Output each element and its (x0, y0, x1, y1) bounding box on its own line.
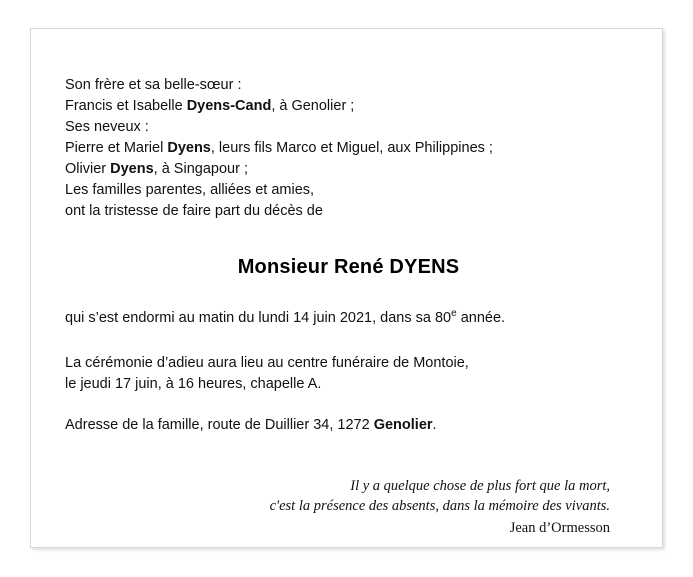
family-line-suffix: , à Singapour ; (153, 161, 248, 177)
family-name-bold: Dyens-Cand (186, 98, 272, 114)
notice-content (65, 75, 632, 538)
death-notice-card (30, 28, 663, 548)
family-line (65, 117, 632, 138)
quote-line-1: Il y a quelque chose de plus fort que la mort, (350, 477, 610, 494)
quote-block (65, 476, 632, 538)
ceremony-line-2: le jeudi 17 juin, à 16 heures, chapelle A. (65, 375, 322, 392)
family-announcement-block (65, 75, 632, 222)
family-line-suffix: , leurs fils Marco et Miguel, aux Philippines ; (210, 140, 493, 156)
death-date-text: qui s’est endormi au matin du lundi 14 juin 2021, dans sa 80 (65, 309, 452, 326)
family-line (65, 201, 632, 222)
family-line-text: Ses neveux : (65, 119, 149, 135)
ceremony-block (65, 353, 632, 395)
address-text: Adresse de la famille, route de Duillier 34, 1272 (65, 416, 374, 433)
family-line (65, 75, 632, 96)
family-line-suffix: , à Genolier ; (271, 98, 355, 114)
family-line (65, 96, 632, 117)
family-line-text: Pierre et Mariel (65, 140, 168, 156)
family-line-text: Les familles parentes, alliées et amies, (65, 182, 315, 198)
death-date-line (65, 303, 632, 329)
family-line (65, 159, 632, 180)
family-line-text: Son frère et sa belle-sœur : (65, 77, 242, 93)
family-line (65, 180, 632, 201)
family-name-bold: Dyens (110, 161, 154, 177)
family-line-text: ont la tristesse de faire part du décès de (65, 203, 323, 219)
family-line-text: Olivier (65, 161, 111, 177)
quote-author: Jean d’Ormesson (509, 519, 610, 536)
quote-line-2: c'est la présence des absents, dans la mémoire des vivants. (269, 497, 610, 514)
ordinal-suffix: e (451, 308, 457, 319)
family-line-text: Francis et Isabelle (65, 98, 187, 114)
address-suffix: . (432, 416, 437, 433)
address-locality-bold: Genolier (373, 416, 433, 433)
deceased-name: Monsieur René DYENS (237, 256, 460, 278)
family-name-bold: Dyens (167, 140, 211, 156)
death-date-text-end: année. (456, 309, 506, 326)
family-line (65, 138, 632, 159)
family-address-line (65, 415, 632, 436)
ceremony-line-1: La cérémonie d’adieu aura lieu au centre funéraire de Montoie, (65, 354, 469, 371)
